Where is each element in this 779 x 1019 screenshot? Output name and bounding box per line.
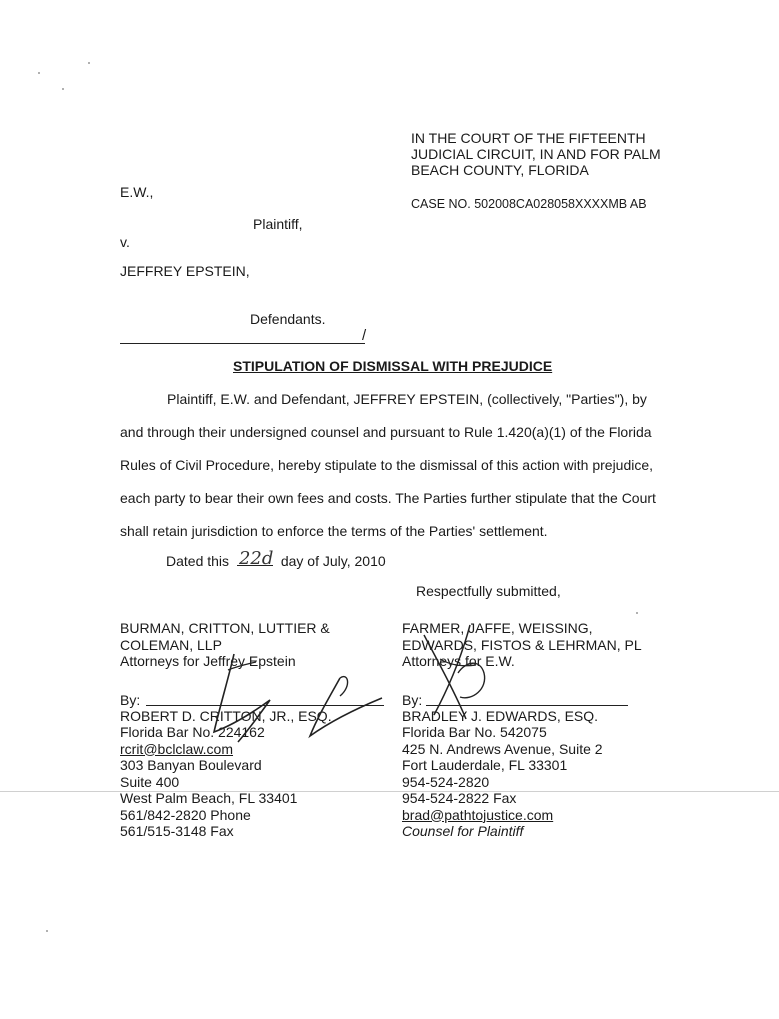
defense-by-label: By: bbox=[120, 691, 141, 708]
plaintiff-by-label: By: bbox=[402, 691, 423, 708]
scan-speck bbox=[88, 62, 90, 64]
case-number: CASE NO. 502008CA028058XXXXMB AB bbox=[411, 197, 647, 211]
plaintiff-signature-line bbox=[426, 705, 628, 706]
plaintiff-attorney-name: BRADLEY J. EDWARDS, ESQ. bbox=[402, 707, 599, 724]
plaintiff-counsel-block bbox=[402, 620, 642, 840]
versus-label: v. bbox=[120, 234, 130, 250]
plaintiff-label: Plaintiff, bbox=[253, 216, 303, 232]
plaintiff-firm-line-1: FARMER, JAFFE, WEISSING, bbox=[402, 620, 593, 636]
body-line-5: shall retain jurisdiction to enforce the terms of the Parties' settlement. bbox=[120, 523, 548, 539]
scan-speck bbox=[46, 930, 48, 932]
plaintiff-phone: 954-524-2820 bbox=[402, 773, 490, 790]
scan-speck bbox=[62, 88, 64, 90]
defense-city: West Palm Beach, FL 33401 bbox=[120, 790, 298, 806]
defense-counsel-block bbox=[120, 620, 332, 840]
dated-suffix: day of July, 2010 bbox=[280, 553, 386, 569]
defense-signature-row bbox=[120, 692, 332, 708]
plaintiff-fax: 954-524-2822 Fax bbox=[402, 790, 517, 806]
respectfully-submitted: Respectfully submitted, bbox=[416, 583, 561, 599]
defendant-label: Defendants. bbox=[250, 311, 326, 327]
defense-address-1: 303 Banyan Boulevard bbox=[120, 757, 262, 773]
defense-signature-line bbox=[146, 705, 384, 706]
body-line-2: and through their undersigned counsel and pursuant to Rule 1.420(a)(1) of the Florida bbox=[120, 424, 652, 440]
defense-firm-line-2: COLEMAN, LLP bbox=[120, 636, 222, 653]
dated-day-handwritten: 22d bbox=[238, 548, 274, 569]
plaintiff-address-1: 425 N. Andrews Avenue, Suite 2 bbox=[402, 740, 603, 757]
caption-slash: / bbox=[362, 327, 367, 344]
scan-speck bbox=[636, 612, 638, 614]
defense-firm-line-1: BURMAN, CRITTON, LUTTIER & bbox=[120, 620, 330, 636]
plaintiff-firm-line-2: EDWARDS, FISTOS & LEHRMAN, PL bbox=[402, 636, 642, 653]
defense-fax: 561/515-3148 Fax bbox=[120, 823, 234, 839]
body-line-4: each party to bear their own fees and costs. The Parties further stipulate that the Court bbox=[120, 490, 656, 506]
scan-speck bbox=[38, 72, 40, 74]
dated-prefix: Dated this bbox=[166, 553, 230, 569]
plaintiff-designation: Counsel for Plaintiff bbox=[402, 823, 524, 839]
plaintiff-email-link[interactable]: brad@pathtojustice.com bbox=[402, 806, 554, 823]
court-line-1: IN THE COURT OF THE FIFTEENTH bbox=[411, 130, 646, 146]
defense-phone: 561/842-2820 Phone bbox=[120, 806, 251, 823]
body-line-3: Rules of Civil Procedure, hereby stipulate to the dismissal of this action with prejudice, bbox=[120, 457, 654, 473]
defense-attorney-name: ROBERT D. CRITTON, JR., ESQ. bbox=[120, 707, 332, 724]
scan-artifact-line bbox=[0, 791, 779, 792]
court-line-3: BEACH COUNTY, FLORIDA bbox=[411, 162, 589, 178]
plaintiff-city: Fort Lauderdale, FL 33301 bbox=[402, 757, 568, 773]
plaintiff-bar-number: Florida Bar No. 542075 bbox=[402, 724, 547, 740]
plaintiff-name: E.W., bbox=[120, 184, 154, 200]
defendant-name: JEFFREY EPSTEIN, bbox=[120, 263, 250, 279]
document-title: STIPULATION OF DISMISSAL WITH PREJUDICE bbox=[233, 358, 553, 374]
caption-rule bbox=[120, 343, 365, 344]
plaintiff-role: Attorneys for E.W. bbox=[402, 653, 515, 669]
defense-bar-number: Florida Bar No. 224162 bbox=[120, 724, 265, 740]
defense-email-link[interactable]: rcrit@bclclaw.com bbox=[120, 740, 234, 757]
plaintiff-signature-row bbox=[402, 692, 642, 708]
dated-line bbox=[166, 548, 386, 569]
defense-address-2: Suite 400 bbox=[120, 773, 180, 790]
defense-role: Attorneys for Jeffrey Epstein bbox=[120, 653, 296, 669]
court-heading bbox=[411, 130, 661, 178]
body-line-1: Plaintiff, E.W. and Defendant, JEFFREY EPSTEIN, (collectively, "Parties"), by bbox=[167, 391, 647, 407]
dated-day-blank bbox=[237, 548, 274, 569]
court-line-2: JUDICIAL CIRCUIT, IN AND FOR PALM bbox=[411, 146, 661, 162]
